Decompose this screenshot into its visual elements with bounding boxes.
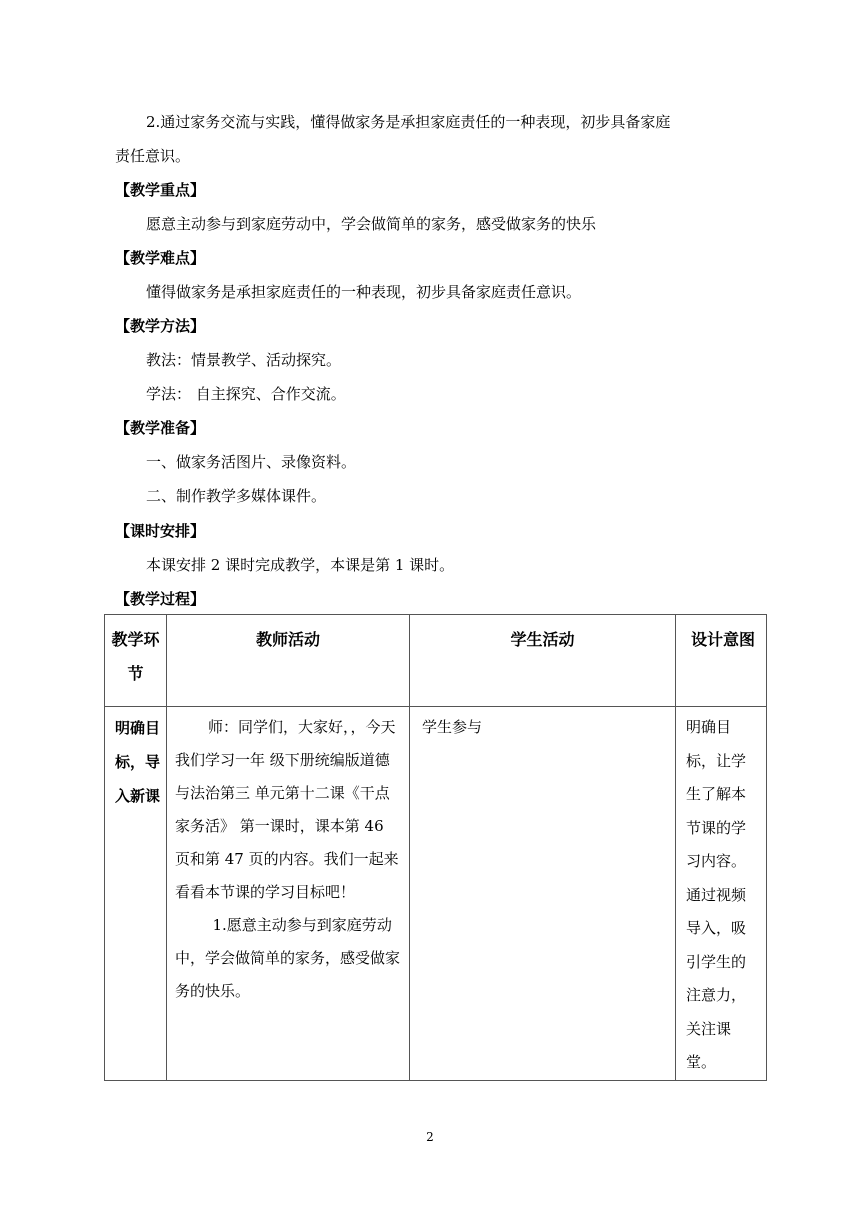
teaching-process-table: [104, 614, 767, 1081]
goal2-line2: 责任意识。: [115, 147, 191, 165]
difficulty-text: 懂得做家务是承担家庭责任的一种表现，初步具备家庭责任意识。: [146, 283, 582, 301]
stage-cell: 明确目标，导入新课: [105, 707, 167, 1081]
difficulty-heading: 【教学难点】: [115, 249, 206, 267]
key-point-heading: 【教学重点】: [115, 181, 206, 199]
student-activity-cell: 学生参与: [410, 707, 676, 1081]
schedule-heading: 【课时安排】: [115, 522, 206, 540]
teaching-method: 教法：情景教学、活动探究。: [146, 351, 342, 369]
teacher-activity-paragraph: 师：同学们，大家好，，今天我们学习一年 级下册统编版道德与法治第三 单元第十二课《干点家务活》 第一课时，课本第 46 页和第 47 页的内容。我们一起来看看本节课的学习目标吧！: [175, 718, 399, 901]
key-point-text: 愿意主动参与到家庭劳动中，学会做简单的家务，感受做家务的快乐: [146, 215, 597, 233]
preparation-heading: 【教学准备】: [115, 419, 206, 437]
methods-heading: 【教学方法】: [115, 317, 206, 335]
learning-method: 学法： 自主探究、合作交流。: [146, 385, 346, 403]
design-intent-cell: 明确目标，让学生了解本节课的学习内容。通过视频导入，吸引学生的注意力，关注课堂。: [676, 707, 767, 1081]
goal2-line1: 2.通过家务交流与实践，懂得做家务是承担家庭责任的一种表现，初步具备家庭: [146, 113, 671, 131]
schedule-text: 本课安排 2 课时完成教学，本课是第 1 课时。: [146, 556, 455, 574]
header-student-activity: 学生活动: [410, 615, 676, 707]
header-teacher-activity: 教师活动: [167, 615, 410, 707]
page-number: 2: [426, 1130, 434, 1144]
teacher-activity-cell: [167, 707, 410, 1081]
header-stage: 教学环节: [105, 615, 167, 707]
preparation-item-2: 二、制作教学多媒体课件。: [146, 487, 327, 505]
table-header-row: [105, 615, 767, 707]
table-row: [105, 707, 767, 1081]
teacher-activity-goal-1: 1.愿意主动参与到家庭劳动中，学会做简单的家务，感受做家务的快乐。: [175, 916, 401, 1000]
process-heading: 【教学过程】: [115, 590, 206, 608]
header-design-intent: 设计意图: [676, 615, 767, 707]
preparation-item-1: 一、做家务活图片、录像资料。: [146, 453, 357, 471]
